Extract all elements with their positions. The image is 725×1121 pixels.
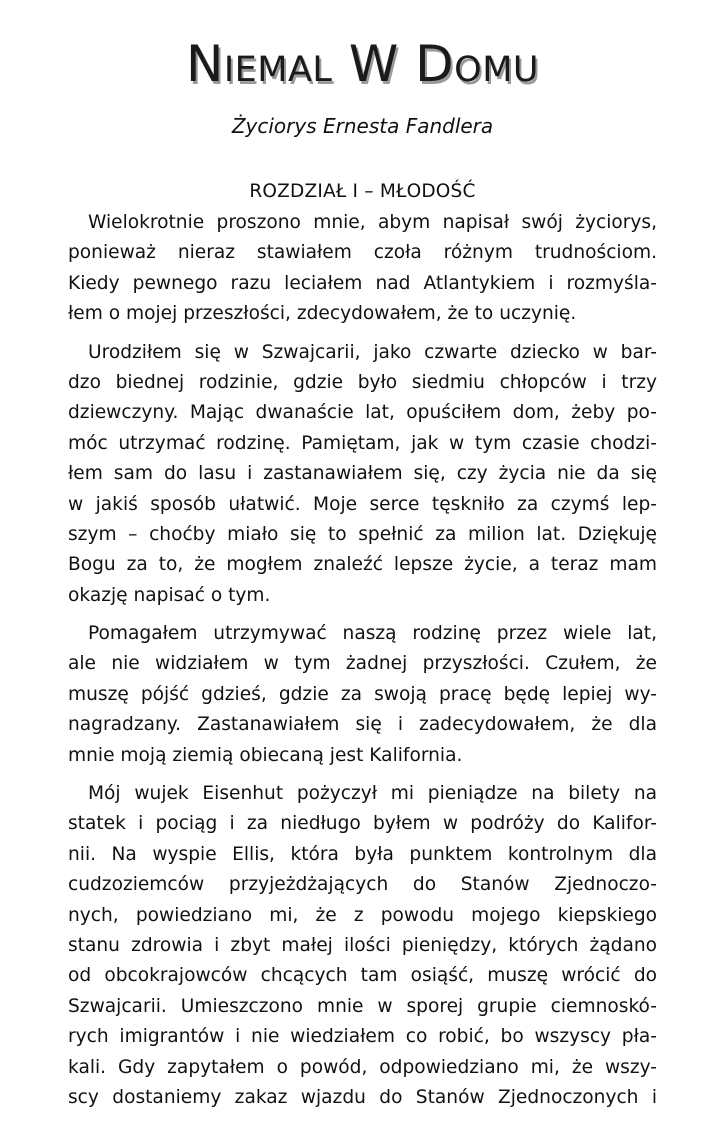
text-line: scy dostaniemy zakaz wjazdu do Stanów Zjednoczonych i [68, 1086, 657, 1108]
text-line: kali. Gdy zapytałem o powód, odpowiedziano mi, że wszy- [68, 1056, 657, 1078]
text-line: móc utrzymać rodzinę. Pamiętam, jak w tym czasie chodzi- [68, 432, 657, 454]
text-line: Mój wujek Eisenhut pożyczył mi pieniądze na bilety na [88, 783, 657, 805]
text-line: Kiedy pewnego razu leciałem nad Atlantykiem i rozmyśla- [68, 272, 657, 294]
paragraph [68, 338, 657, 612]
text-line: ponieważ nieraz stawiałem czoła różnym trudnościom. [68, 242, 657, 264]
text-line: nii. Na wyspie Ellis, która była punktem kontrolnym dla [68, 843, 657, 865]
text-line: nagradzany. Zastanawiałem się i zadecydowałem, że dla [68, 714, 657, 736]
document-subtitle: Życiorys Ernesta Fandlera [231, 114, 494, 138]
text-line: dziewczyny. Mając dwanaście lat, opuściłem dom, żeby po- [68, 402, 657, 424]
text-line: łem o mojej przeszłości, zdecydowałem, że to uczynię. [68, 303, 577, 325]
text-line: statek i pociąg i za niedługo byłem w podróży do Kalifor- [68, 813, 657, 835]
text-line: muszę pójść gdzieś, gdzie za swoją pracę będę lepiej wy- [68, 683, 657, 705]
text-line: nych, powiedziano mi, że z powodu mojego kiepskiego [68, 904, 657, 926]
text-line: od obcokrajowców chcących tam osiąść, muszę wrócić do [68, 965, 657, 987]
text-line: ale nie widziałem w tym żadnej przyszłości. Czułem, że [68, 653, 657, 675]
text-line: szym – choćby miało się to spełnić za milion lat. Dziękuję [68, 523, 657, 545]
text-line: stanu zdrowia i zbyt małej ilości pieniędzy, których żądano [68, 934, 657, 956]
paragraph [68, 619, 657, 771]
text-line: Szwajcarii. Umieszczono mnie w sporej grupie ciemnoskó- [68, 995, 657, 1017]
paragraph [68, 779, 657, 1113]
body-text [68, 208, 657, 1121]
text-line: cudzoziemców przyjeżdżających do Stanów Zjednoczo- [68, 874, 657, 896]
text-line: Urodziłem się w Szwajcarii, jako czwarte dziecko w bar- [88, 341, 657, 363]
text-line: okazję napisać o tym. [68, 584, 271, 606]
text-line: rych imigrantów i nie wiedziałem co robić, bo wszyscy pła- [68, 1026, 657, 1048]
text-line: w jakiś sposób ułatwić. Moje serce tęskniło za czymś lep- [68, 493, 657, 515]
paragraph [68, 208, 657, 330]
text-line: mnie moją ziemią obiecaną jest Kalifornia. [68, 744, 463, 766]
text-line: dzo biednej rodzinie, gdzie było siedmiu chłopców i trzy [68, 371, 657, 393]
text-line: Pomagałem utrzymywać naszą rodzinę przez wiele lat, [88, 623, 657, 645]
text-line: Wielokrotnie proszono mnie, abym napisał swój życiorys, [88, 212, 657, 233]
document-title: Niemal W Domu [185, 35, 540, 93]
chapter-heading: ROZDZIAŁ I – MŁODOŚĆ [249, 181, 476, 202]
text-line: Bogu za to, że mogłem znaleźć lepsze życie, a teraz mam [68, 554, 657, 576]
text-line: łem sam do lasu i zastanawiałem się, czy życia nie da się [68, 463, 657, 485]
